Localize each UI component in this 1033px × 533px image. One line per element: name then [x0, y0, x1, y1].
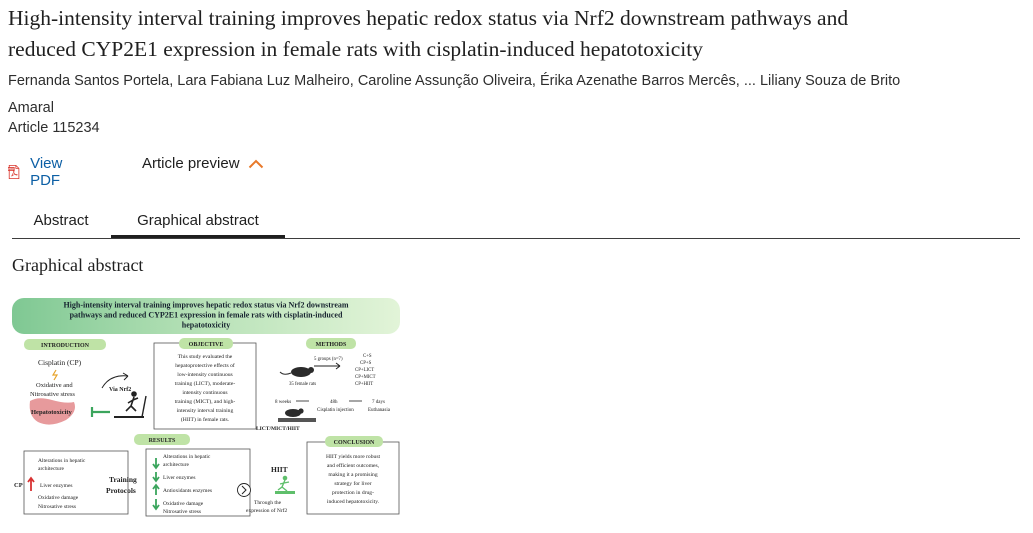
ga-conclusion-line-1: HIIT yields more robust — [325, 454, 381, 460]
ga-conclusion-line-4: strategy for liver — [334, 481, 372, 487]
ga-objective-line-6: training (MICT), and high- — [174, 399, 236, 405]
pdf-file-icon — [8, 160, 20, 184]
ga-timeline-label-2: Euthanasia — [368, 408, 390, 413]
article-number: Article 115234 — [8, 120, 100, 136]
ga-left-item-4: Oxidative damage — [38, 495, 79, 501]
ga-left-item-1: Alterations in hepatic — [38, 458, 86, 464]
article-preview-toggle[interactable] — [142, 155, 264, 172]
ga-timeline-1: 8 weeks — [275, 400, 292, 405]
pdf-icon-label: PDF — [8, 167, 15, 172]
ga-left-item-2: architecture — [38, 466, 64, 472]
ga-hepatotoxicity-label: Hepatotoxicity — [31, 409, 72, 416]
tab-abstract[interactable]: Abstract — [33, 212, 89, 229]
article-title[interactable] — [8, 3, 1018, 65]
ga-group-3: CP+LICT — [355, 368, 375, 373]
ga-objective-line-1: This study evaluated the — [177, 354, 233, 360]
ga-lightning-icon — [53, 370, 57, 380]
ga-objective-line-4: training (LICT), moderate- — [174, 381, 236, 387]
ga-conclusion-line-6: induced hepatotoxicity. — [326, 499, 380, 505]
ga-right-item-5: Oxidative damage — [163, 501, 204, 507]
ga-methods-groups: 5 groups (n=7) — [314, 357, 343, 362]
article-title-line-2[interactable]: reduced CYP2E1 expression in female rats with cisplatin-induced hepatotoxicity — [8, 37, 703, 61]
ga-right-item-6: Nitrosative stress — [163, 509, 202, 515]
ga-introduction-header: INTRODUCTION — [40, 343, 90, 349]
ga-title-line-2: pathways and reduced CYP2E1 expression in female rats with cisplatin-induced — [69, 310, 343, 320]
abstract-tabs — [12, 207, 1020, 239]
ga-objective-line-2: hepatoprotective effects of — [175, 363, 235, 369]
article-title-line-1[interactable]: High-intensity interval training improves hepatic redox status via Nrf2 downstream pathways and — [8, 6, 849, 30]
ga-rat-treadmill-icon — [278, 408, 316, 422]
ga-training-line-2: Protocols — [106, 486, 136, 495]
graphical-abstract-image — [10, 296, 402, 518]
ga-right-item-4: Antioxidants enzymes — [163, 488, 213, 494]
ga-training-line-1: Training — [109, 475, 137, 484]
view-pdf-label[interactable]: View PDF — [30, 155, 63, 189]
ga-objective-header: OBJECTIVE — [188, 342, 224, 348]
ga-treadmill-icon — [114, 391, 146, 417]
ga-hiit-label: HIIT — [271, 465, 288, 474]
ga-timeline-3: 7 days — [372, 400, 385, 405]
ga-objective-line-5: intensity continuous — [182, 390, 228, 396]
ga-objective-line-3: low-intensity continuous — [177, 372, 233, 378]
ga-right-item-2: architecture — [163, 462, 189, 468]
article-preview-label[interactable]: Article preview — [142, 155, 240, 172]
ga-results-cp: CP — [14, 482, 23, 489]
ga-group-4: CP+MICT — [355, 375, 376, 380]
ga-conclusion-line-3: making it a promising — [328, 472, 378, 478]
tab-graphical-abstract[interactable]: Graphical abstract — [111, 207, 285, 238]
chevron-up-icon[interactable] — [248, 159, 264, 169]
ga-left-item-3: Liver enzymes — [40, 483, 73, 489]
ga-through-line-2: expression of Nrf2 — [246, 508, 288, 514]
ga-conclusion-header: CONCLUSION — [333, 440, 375, 446]
ga-via-nrf2-label: Via Nrf2 — [109, 387, 132, 393]
authors-line-1: Fernanda Santos Portela, Lara Fabiana Luz Malheiro, Caroline Assunção Oliveira, Érika Azenathe Barros Mercês, ... Liliany Souza de Brito — [8, 73, 901, 89]
ga-objective-line-7: intensity interval training — [176, 408, 234, 414]
section-heading: Graphical abstract — [12, 255, 144, 275]
ga-objective-line-8: (HIIT) in female rats. — [180, 417, 230, 423]
ga-conclusion-line-2: and efficient outcomes, — [326, 463, 380, 469]
ga-title-line-1: High-intensity interval training improves hepatic redox status via Nrf2 downstream — [63, 300, 349, 310]
ga-group-2: CP+S — [360, 361, 372, 366]
view-pdf-link[interactable] — [8, 155, 70, 189]
ga-left-item-5: Nitrosative stress — [38, 504, 77, 510]
ga-title-line-3: hepatotoxicity — [181, 320, 231, 330]
ga-group-1: C+S — [363, 354, 372, 359]
ga-rat-icon — [280, 367, 314, 377]
ga-methods-rats: 35 female rats — [289, 382, 317, 387]
ga-running-icon — [275, 476, 295, 494]
ga-right-item-3: Liver enzymes — [163, 475, 196, 481]
ga-through-line-1: Through the — [254, 500, 282, 506]
ga-stress-line-2: Nitrosative stress — [30, 391, 75, 398]
ga-methods-header: METHODS — [315, 342, 347, 348]
ga-timeline-label-1: Cisplatin injection — [317, 408, 354, 413]
ga-group-5: CP+HIIT — [355, 382, 374, 387]
ga-cisplatin-label: Cisplatin (CP) — [38, 358, 82, 367]
ga-conclusion-line-5: protection in drug- — [332, 490, 374, 496]
ga-results-header: RESULTS — [148, 438, 176, 444]
authors-line-2: Amaral — [8, 100, 54, 116]
ga-stress-line-1: Oxidative and — [36, 382, 73, 389]
ga-next-circle-icon — [238, 484, 251, 497]
ga-methods-training: LICT/MICT/HIIT — [256, 426, 300, 432]
author-list — [8, 68, 1023, 122]
ga-timeline-2: 48h — [330, 400, 338, 405]
ga-right-item-1: Alterations in hepatic — [163, 454, 211, 460]
